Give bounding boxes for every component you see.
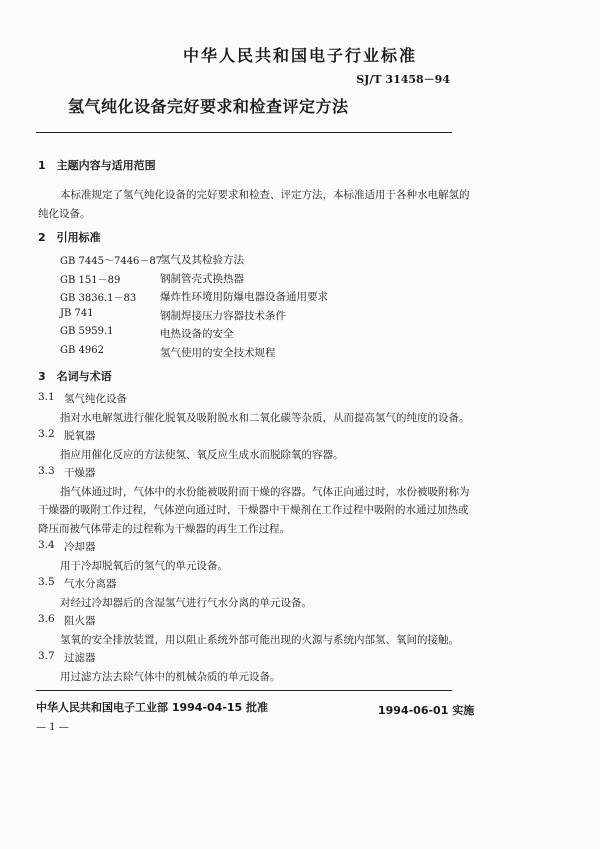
term-name: 干燥器 <box>64 467 96 479</box>
effective-date: 1994-06-01 实施 <box>378 704 475 717</box>
term-definition-line: 降压而被气体带走的过程称为干燥器的再生工作过程。 <box>38 522 290 535</box>
section-3-heading: 3 名词与术语 <box>38 370 112 383</box>
reference-code: GB 3836.1－83 <box>60 293 137 304</box>
term-name: 冷却器 <box>64 541 96 553</box>
term-number: 3.2 <box>38 428 55 440</box>
section-1-paragraph-line-1: 本标准规定了氢气纯化设备的完好要求和检查、评定方法，本标准适用于各种水电解氢的 <box>60 189 470 201</box>
term-number: 3.5 <box>38 576 55 588</box>
term-name: 阻火器 <box>64 615 96 627</box>
term-definition-line: 用于冷却脱氧后的氢气的单元设备。 <box>60 559 228 572</box>
footer-divider <box>36 690 452 691</box>
term-name: 过滤器 <box>64 652 96 664</box>
term-definition-line: 指对水电解氢进行催化脱氧及吸附脱水和二氧化碳等杂质，从而提高氢气的纯度的设备。 <box>60 411 470 424</box>
reference-code: JB 741 <box>60 307 94 319</box>
term-name: 脱氧器 <box>64 430 96 442</box>
reference-code: GB 5959.1 <box>60 326 114 337</box>
term-definition-line: 用过滤方法去除气体中的机械杂质的单元设备。 <box>60 670 281 683</box>
term-number: 3.6 <box>38 613 55 625</box>
term-number: 3.1 <box>38 391 55 403</box>
title-divider <box>36 132 452 133</box>
term-name: 气水分离器 <box>64 578 117 590</box>
section-2-heading: 2 引用标准 <box>38 231 101 244</box>
term-definition-line: 干燥器的吸附工作过程，气体逆向通过时，干燥器中干燥剂在工作过程中吸附的水通过加热或 <box>38 504 469 516</box>
reference-title: 氢气及其检验方法 <box>160 254 244 266</box>
section-1-paragraph-line-2: 纯化设备。 <box>38 208 91 220</box>
reference-title: 爆炸性环境用防爆电器设备通用要求 <box>160 291 328 303</box>
term-name: 氢气纯化设备 <box>64 393 127 405</box>
term-number: 3.7 <box>38 650 55 662</box>
reference-title: 钢制管壳式换热器 <box>160 272 244 285</box>
term-definition-line: 氢氧的安全排放装置，用以阻止系统外部可能出现的火源与系统内部氢、氧间的接触。 <box>60 633 459 646</box>
term-definition-line: 指应用催化反应的方法使氢、氧反应生成水而脱除氧的容器。 <box>60 448 344 461</box>
term-number: 3.4 <box>38 539 55 551</box>
term-definition-line: 指气体通过时，气体中的水份能被吸附而干燥的容器。气体正向通过时，水份被吸附称为 <box>60 485 470 498</box>
reference-code: GB 4962 <box>60 344 104 356</box>
approval-line: 中华人民共和国电子工业部 1994-04-15 批准 <box>36 701 269 714</box>
reference-title: 氢气使用的安全技术规程 <box>160 346 276 359</box>
publisher-heading: 中华人民共和国电子行业标准 <box>182 46 417 65</box>
reference-code: GB 151－89 <box>60 274 121 286</box>
reference-title: 电热设备的安全 <box>160 328 234 340</box>
document-title: 氢气纯化设备完好要求和检查评定方法 <box>68 97 349 116</box>
standard-code: SJ/T 31458－94 <box>356 73 450 86</box>
reference-code: GB 7445～7446－87 <box>60 256 163 267</box>
term-definition-line: 对经过冷却器后的含湿氢气进行气水分离的单元设备。 <box>60 596 312 609</box>
term-number: 3.3 <box>38 465 55 477</box>
reference-title: 钢制焊接压力容器技术条件 <box>160 309 286 322</box>
section-1-heading: 1 主题内容与适用范围 <box>38 159 156 172</box>
page-number: — 1 — <box>36 722 69 733</box>
